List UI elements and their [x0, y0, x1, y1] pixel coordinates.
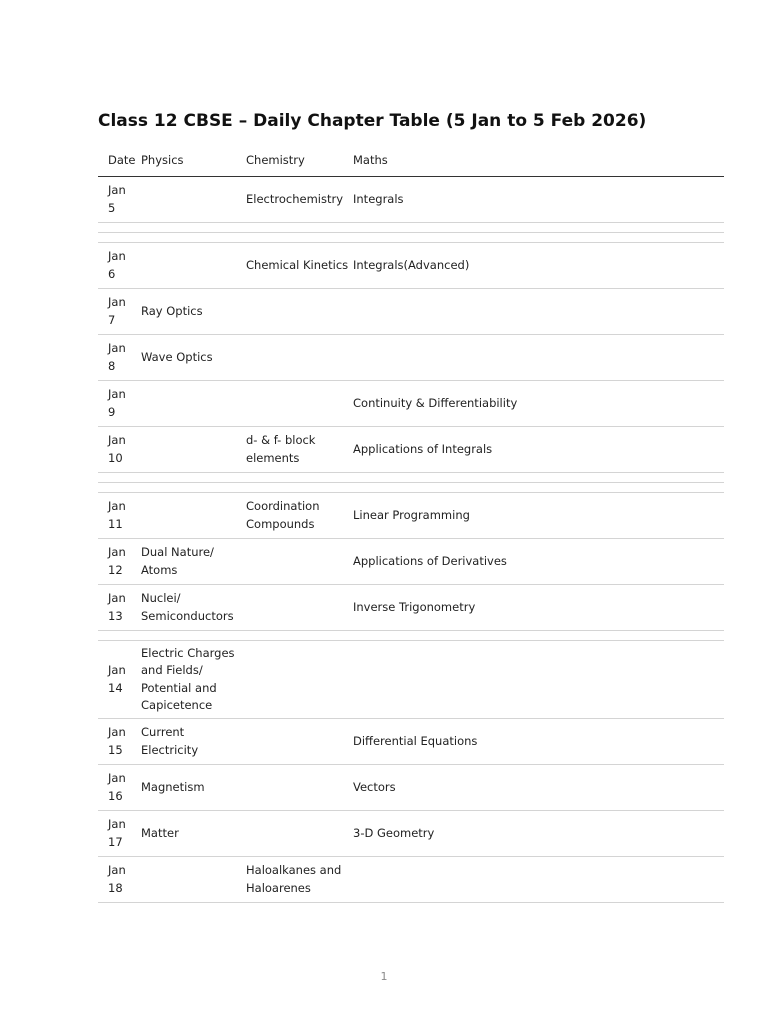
header-maths: Maths — [353, 146, 724, 177]
date-month: Jan — [108, 387, 126, 402]
date-month: Jan — [108, 817, 126, 832]
date-cell — [98, 641, 141, 719]
physics-cell — [141, 493, 246, 539]
table-spacer-row — [98, 483, 724, 493]
physics-cell: Dual Nature/ Atoms — [141, 539, 246, 585]
chemistry-cell: Coordination Compounds — [246, 493, 353, 539]
physics-cell — [141, 381, 246, 427]
date-day: 14 — [108, 680, 123, 695]
page-number: 1 — [380, 970, 388, 983]
maths-cell: Integrals(Advanced) — [353, 243, 724, 289]
maths-cell — [353, 857, 724, 903]
date-cell — [98, 857, 141, 903]
date-day: 11 — [108, 516, 123, 531]
table-spacer-row — [98, 473, 724, 483]
physics-cell: Electric Charges and Fields/ Potential and Capicetence — [141, 641, 246, 719]
physics-cell — [141, 177, 246, 223]
date-month: Jan — [108, 295, 126, 310]
date-cell — [98, 811, 141, 857]
table-row — [98, 177, 724, 223]
date-day: 13 — [108, 608, 123, 623]
table-row — [98, 857, 724, 903]
date-day: 6 — [108, 266, 116, 281]
table-row — [98, 719, 724, 765]
table-spacer-row — [98, 233, 724, 243]
table-row — [98, 289, 724, 335]
table-body — [98, 177, 724, 903]
chemistry-cell — [246, 539, 353, 585]
maths-cell — [353, 335, 724, 381]
spacer-cell — [98, 473, 724, 483]
date-cell — [98, 493, 141, 539]
physics-cell — [141, 857, 246, 903]
table-row — [98, 493, 724, 539]
date-month: Jan — [108, 663, 126, 678]
maths-cell: Vectors — [353, 765, 724, 811]
maths-cell: 3-D Geometry — [353, 811, 724, 857]
chemistry-cell — [246, 811, 353, 857]
date-day: 17 — [108, 834, 123, 849]
date-month: Jan — [108, 499, 126, 514]
table-spacer-row — [98, 223, 724, 233]
table-row — [98, 243, 724, 289]
date-month: Jan — [108, 545, 126, 560]
date-cell — [98, 719, 141, 765]
date-cell — [98, 335, 141, 381]
date-cell — [98, 243, 141, 289]
table-row — [98, 641, 724, 719]
physics-cell: Wave Optics — [141, 335, 246, 381]
date-cell — [98, 765, 141, 811]
physics-cell: Nuclei/ Semiconductors — [141, 585, 246, 631]
maths-cell: Linear Programming — [353, 493, 724, 539]
header-physics: Physics — [141, 146, 246, 177]
chemistry-cell: d- & f- block elements — [246, 427, 353, 473]
date-day: 15 — [108, 742, 123, 757]
date-day: 10 — [108, 450, 123, 465]
chemistry-cell — [246, 289, 353, 335]
date-day: 12 — [108, 562, 123, 577]
date-month: Jan — [108, 771, 126, 786]
physics-cell: Current Electricity — [141, 719, 246, 765]
date-day: 9 — [108, 404, 116, 419]
date-month: Jan — [108, 341, 126, 356]
table-row — [98, 811, 724, 857]
table-row — [98, 381, 724, 427]
table-row — [98, 335, 724, 381]
date-cell — [98, 539, 141, 585]
table-row — [98, 427, 724, 473]
physics-cell: Ray Optics — [141, 289, 246, 335]
chemistry-cell: Haloalkanes and Haloarenes — [246, 857, 353, 903]
spacer-cell — [98, 223, 724, 233]
physics-cell — [141, 427, 246, 473]
maths-cell: Applications of Derivatives — [353, 539, 724, 585]
maths-cell: Differential Equations — [353, 719, 724, 765]
physics-cell: Matter — [141, 811, 246, 857]
maths-cell — [353, 289, 724, 335]
date-month: Jan — [108, 433, 126, 448]
maths-cell — [353, 641, 724, 719]
maths-cell: Applications of Integrals — [353, 427, 724, 473]
table-row — [98, 765, 724, 811]
physics-cell — [141, 243, 246, 289]
date-month: Jan — [108, 249, 126, 264]
table-row — [98, 585, 724, 631]
date-day: 8 — [108, 358, 116, 373]
chapter-table — [98, 146, 724, 903]
maths-cell: Integrals — [353, 177, 724, 223]
table-spacer-row — [98, 631, 724, 641]
table-header — [98, 146, 724, 177]
spacer-cell — [98, 483, 724, 493]
date-cell — [98, 289, 141, 335]
date-cell — [98, 177, 141, 223]
page-title: Class 12 CBSE – Daily Chapter Table (5 Jan to 5 Feb 2026) — [98, 111, 647, 131]
date-day: 5 — [108, 200, 116, 215]
maths-cell: Inverse Trigonometry — [353, 585, 724, 631]
physics-cell: Magnetism — [141, 765, 246, 811]
date-month: Jan — [108, 725, 126, 740]
chemistry-cell: Chemical Kinetics — [246, 243, 353, 289]
date-day: 16 — [108, 788, 123, 803]
chemistry-cell — [246, 381, 353, 427]
header-chemistry: Chemistry — [246, 146, 353, 177]
chemistry-cell — [246, 719, 353, 765]
header-row — [98, 146, 724, 177]
chemistry-cell — [246, 641, 353, 719]
date-month: Jan — [108, 183, 126, 198]
spacer-cell — [98, 233, 724, 243]
table-row — [98, 539, 724, 585]
date-day: 7 — [108, 312, 116, 327]
date-cell — [98, 585, 141, 631]
chemistry-cell — [246, 585, 353, 631]
date-month: Jan — [108, 591, 126, 606]
date-cell — [98, 381, 141, 427]
date-month: Jan — [108, 863, 126, 878]
chemistry-cell: Electrochemistry — [246, 177, 353, 223]
date-cell — [98, 427, 141, 473]
spacer-cell — [98, 631, 724, 641]
chemistry-cell — [246, 765, 353, 811]
maths-cell: Continuity & Differentiability — [353, 381, 724, 427]
header-date: Date — [98, 146, 141, 177]
date-day: 18 — [108, 880, 123, 895]
chemistry-cell — [246, 335, 353, 381]
